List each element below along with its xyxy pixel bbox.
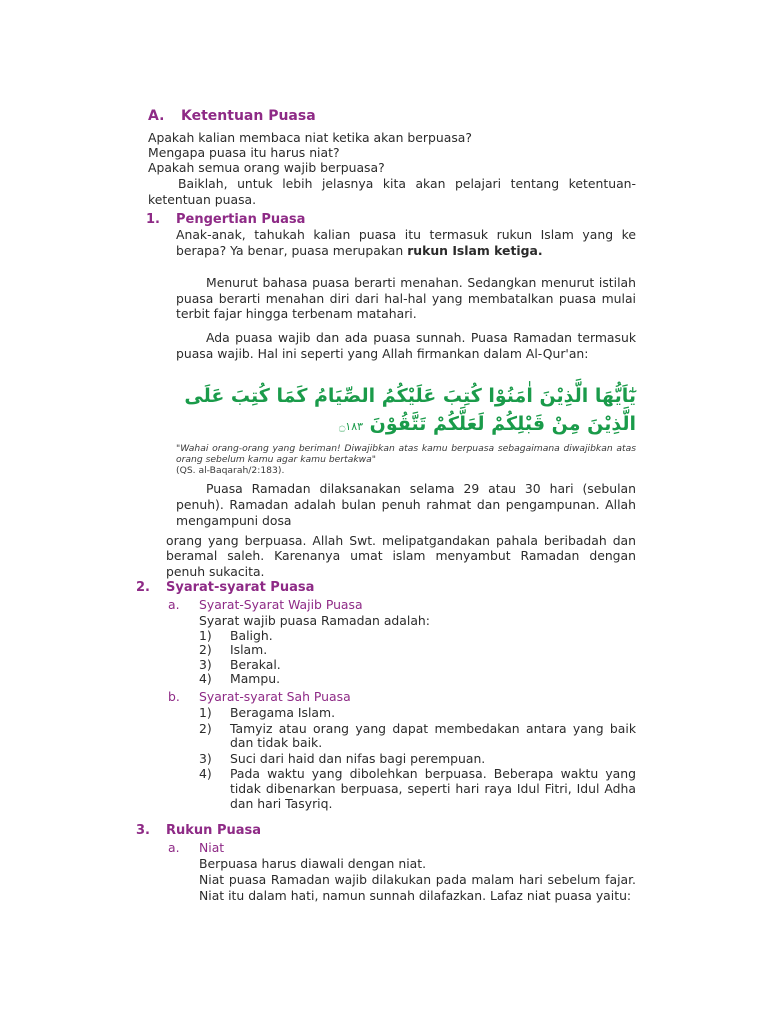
sec1-paragraph-1 <box>176 227 636 258</box>
list-item-number: 1) <box>199 705 212 720</box>
sec1-paragraph-1-text: Anak-anak, tahukah kalian puasa itu termasuk rukun Islam yang ke berapa? Ya benar, puasa merupakan <box>176 227 636 258</box>
list-item <box>199 722 636 751</box>
section-1-title: Pengertian Puasa <box>176 212 306 227</box>
intro-question-3: Apakah semua orang wajib berpuasa? <box>148 160 385 175</box>
list-item <box>199 658 636 672</box>
intro-question-2: Mengapa puasa itu harus niat? <box>148 145 340 160</box>
list-item-number: 3) <box>199 656 212 672</box>
section-a-letter: A. <box>148 108 165 124</box>
niat-paragraph-2: Niat puasa Ramadan wajib dilakukan pada malam hari sebelum fajar. Niat itu dalam hati, namun sunnah dilafazkan. Lafaz niat puasa yaitu: <box>199 872 636 903</box>
section-3-heading <box>136 823 261 839</box>
section-2b-title: Syarat-syarat Sah Puasa <box>199 689 351 704</box>
quran-verse-line-1: يٰٓاَيُّهَا الَّذِيْنَ اٰمَنُوْا كُتِبَ عَلَيْكُمُ الصِّيَامُ كَمَا كُتِبَ عَلَى <box>184 385 636 407</box>
intro-question-1: Apakah kalian membaca niat ketika akan berpuasa? <box>148 130 472 145</box>
list-item-number: 4) <box>199 766 212 782</box>
section-2b-letter: b. <box>168 689 180 704</box>
section-3-title: Rukun Puasa <box>166 823 262 838</box>
section-1-number: 1. <box>146 212 160 227</box>
list-item-text: Pada waktu yang dibolehkan berpuasa. Beberapa waktu yang tidak dibenarkan berpuasa, seperti hari raya Idul Fitri, Idul Adha dan hari Tasyriq. <box>230 766 636 811</box>
ayah-number-marker: ۝١٨٣ <box>338 420 364 433</box>
section-2a-title: Syarat-Syarat Wajib Puasa <box>199 597 363 612</box>
list-item-text: Berakal. <box>230 656 281 672</box>
section-1-heading <box>146 212 305 228</box>
section-2-title: Syarat-syarat Puasa <box>166 580 315 595</box>
list-item <box>199 643 636 657</box>
list-item-number: 4) <box>199 671 212 687</box>
list-item-text: Beragama Islam. <box>230 705 336 720</box>
section-2-number: 2. <box>136 580 150 595</box>
sec1-paragraph-3: Ada puasa wajib dan ada puasa sunnah. Puasa Ramadan termasuk puasa wajib. Hal ini seperti yang Allah firmankan dalam Al-Qur'an: <box>176 330 636 361</box>
section-3-number: 3. <box>136 823 150 838</box>
list-item <box>199 752 636 767</box>
sec1-paragraph-5: orang yang berpuasa. Allah Swt. melipatgandakan pahala beribadah dan beramal saleh. Karenanya umat islam menyambut Ramadan dengan penuh sukacita. <box>166 533 636 579</box>
sec1-paragraph-2: Menurut bahasa puasa berarti menahan. Sedangkan menurut istilah puasa berarti menahan diri dari hal-hal yang membatalkan puasa mulai terbit fajar hingga terbenam matahari. <box>176 275 636 322</box>
quran-verse-line-2 <box>174 410 636 441</box>
list-item <box>199 767 636 811</box>
section-3a-title: Niat <box>199 840 225 855</box>
list-item-number: 1) <box>199 628 212 643</box>
list-item-text: Mampu. <box>230 671 281 687</box>
list-item <box>199 672 636 686</box>
list-item <box>199 629 636 643</box>
list-item-number: 2) <box>199 642 212 658</box>
sec1-paragraph-4: Puasa Ramadan dilaksanakan selama 29 atau 30 hari (sebulan penuh). Ramadan adalah bulan penuh rahmat dan pengampunan. Allah mengampuni dosa <box>176 481 636 528</box>
list-item-text: Tamyiz atau orang yang dapat membedakan antara yang baik dan tidak baik. <box>230 720 636 751</box>
verse-translation: "Wahai orang-orang yang beriman! Diwajibkan atas kamu berpuasa sebagaimana diwajibkan atas orang sebelum kamu agar kamu bertakwa" <box>176 443 636 465</box>
section-2b-heading <box>168 689 351 705</box>
section-3a-heading <box>168 840 224 856</box>
list-item-text: Baligh. <box>230 628 273 643</box>
section-2-heading <box>136 580 314 596</box>
section-2a-heading <box>168 597 363 613</box>
niat-paragraph-1: Berpuasa harus diawali dengan niat. <box>199 856 427 871</box>
section-a-title: Ketentuan Puasa <box>181 108 316 124</box>
verse-reference: (QS. al-Baqarah/2:183). <box>176 465 285 476</box>
list-item-number: 2) <box>199 720 212 736</box>
quran-verse-line-2-text: الَّذِيْنَ مِنْ قَبْلِكُمْ لَعَلَّكُمْ تَتَّقُوْنَ <box>369 413 636 435</box>
syarat-wajib-intro: Syarat wajib puasa Ramadan adalah: <box>199 613 430 628</box>
syarat-wajib-list <box>199 629 636 687</box>
list-item-text: Islam. <box>230 642 268 658</box>
list-item-text: Suci dari haid dan nifas bagi perempuan. <box>230 750 486 766</box>
list-item-number: 3) <box>199 750 212 766</box>
section-3a-letter: a. <box>168 840 180 855</box>
intro-paragraph: Baiklah, untuk lebih jelasnya kita akan pelajari tentang ketentuan-ketentuan puasa. <box>148 176 636 207</box>
rukun-islam-ketiga: rukun Islam ketiga. <box>407 242 543 258</box>
syarat-sah-list <box>199 706 636 811</box>
section-2a-letter: a. <box>168 597 180 612</box>
section-a-heading <box>148 107 316 125</box>
list-item <box>199 706 636 721</box>
